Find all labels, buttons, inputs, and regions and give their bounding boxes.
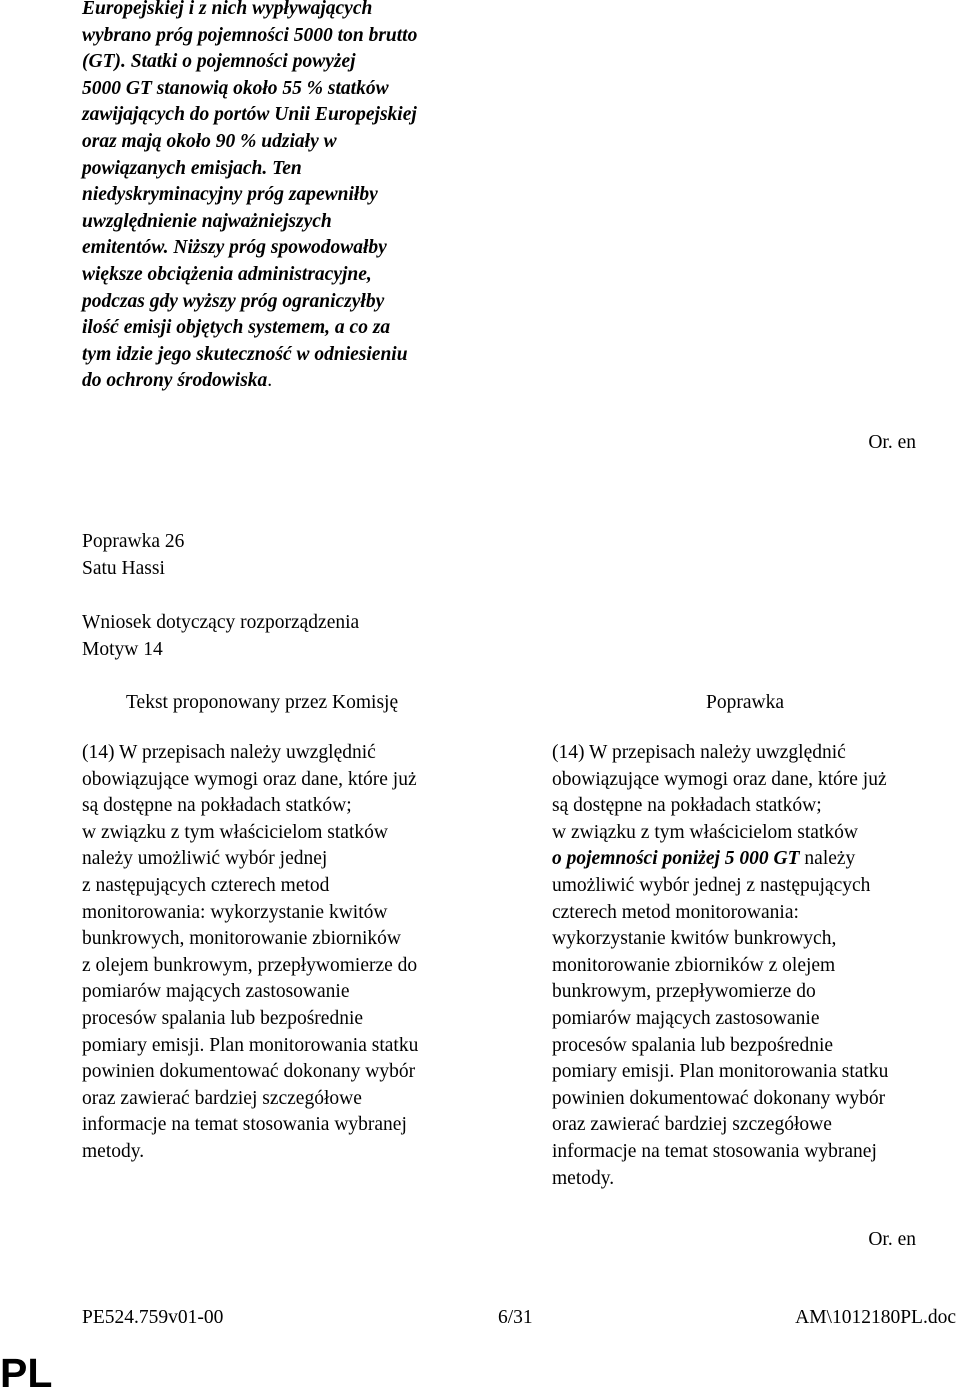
justification-line: powiązanych emisjach. Ten	[82, 157, 302, 179]
text-line: informacje na temat stosowania wybranej	[552, 1140, 877, 1162]
justification-line	[82, 235, 502, 262]
text-line: powinien dokumentować dokonany wybór	[552, 1087, 886, 1109]
text-line: informacje na temat stosowania wybranej	[82, 1114, 407, 1136]
original-language-label: Or. en	[868, 1229, 916, 1250]
justification-final-dot: .	[267, 370, 273, 392]
justification-line: uwzględnienie najważniejszych	[82, 210, 332, 232]
text-line: bunkrowych, monitorowanie zbiorników	[82, 928, 401, 950]
amended-text-bold: o pojemności poniżej 5 000 GT	[552, 848, 800, 870]
justification-line: 5000 GT stanowią około 55 % statków	[82, 77, 389, 99]
amendment-author: Satu Hassi	[82, 558, 165, 579]
commission-text	[82, 740, 418, 1166]
justification-bold: emitentów.	[82, 237, 169, 259]
text-line: (14) W przepisach należy uwzględnić	[552, 742, 846, 763]
text-line: są dostępne na pokładach statków;	[552, 795, 822, 817]
text-line: czterech metod monitorowania:	[552, 901, 799, 923]
justification-line: Europejskiej i z nich wypływających	[82, 0, 373, 19]
text-line: (14) W przepisach należy uwzględnić	[82, 742, 376, 763]
justification-line: większe obciążenia administracyjne,	[82, 263, 372, 285]
justification-line: tym idzie jego skuteczność w odniesieniu	[82, 343, 408, 365]
text-line: obowiązujące wymogi oraz dane, które już	[552, 768, 887, 790]
amendment-header: Poprawka	[706, 692, 784, 713]
text-line: obowiązujące wymogi oraz dane, które już	[82, 768, 417, 790]
text-line: pomiary emisji. Plan monitorowania statku	[552, 1061, 889, 1083]
text-line: w związku z tym właścicielom statków	[82, 821, 388, 843]
text-line: pomiarów mających zastosowanie	[552, 1007, 820, 1029]
text-line: z olejem bunkrowym, przepływomierze do	[82, 954, 418, 976]
page-number: 6/31	[498, 1307, 533, 1328]
justification-line: wybrano próg pojemności 5000 ton brutto	[82, 24, 418, 46]
text-line: metody.	[82, 1140, 145, 1162]
commission-text-header: Tekst proponowany przez Komisję	[126, 692, 399, 713]
text-line: powinien dokumentować dokonany wybór	[82, 1061, 416, 1083]
text-line: pomiarów mających zastosowanie	[82, 981, 350, 1003]
justification-line: podczas gdy wyższy próg ograniczyłby	[82, 290, 385, 312]
file-name: AM\1012180PL.doc	[795, 1307, 956, 1328]
justification-line	[82, 368, 502, 395]
justification-line: ilość emisji objętych systemem, a co za	[82, 317, 391, 339]
amendment-number: Poprawka 26	[82, 531, 185, 552]
original-language-label: Or. en	[868, 432, 916, 453]
text-line: są dostępne na pokładach statków;	[82, 795, 352, 817]
justification-final: do ochrony środowiska	[82, 370, 268, 392]
text-line: metody.	[552, 1167, 615, 1189]
justification-line: (GT). Statki o pojemności powyżej	[82, 51, 356, 73]
justification-rest: Niższy próg spowodowałby	[168, 237, 387, 259]
proposal-title: Wniosek dotyczący rozporządzenia	[82, 612, 360, 633]
justification-line: zawijających do portów Unii Europejskiej	[82, 104, 417, 126]
document-reference: PE524.759v01-00	[82, 1307, 224, 1328]
text-line: procesów spalania lub bezpośrednie	[552, 1034, 834, 1056]
justification-text	[82, 0, 502, 395]
recital-number: Motyw 14	[82, 639, 163, 660]
text-line: oraz zawierać bardziej szczegółowe	[552, 1114, 832, 1136]
amended-text-tail: należy	[799, 848, 856, 870]
text-line: procesów spalania lub bezpośrednie	[82, 1007, 364, 1029]
text-line: oraz zawierać bardziej szczegółowe	[82, 1087, 362, 1109]
justification-line: oraz mają około 90 % udziały w	[82, 130, 337, 152]
text-line: monitorowania: wykorzystanie kwitów	[82, 901, 388, 923]
amendment-text	[552, 740, 888, 1192]
justification-line: niedyskryminacyjny próg zapewniłby	[82, 184, 378, 206]
language-code: PL	[0, 1350, 53, 1396]
text-line: monitorowanie zbiorników z olejem	[552, 954, 836, 976]
text-line: pomiary emisji. Plan monitorowania statku	[82, 1034, 419, 1056]
text-line: z następujących czterech metod	[82, 874, 330, 896]
text-line: w związku z tym właścicielom statków	[552, 821, 858, 843]
text-line: należy umożliwić wybór jednej	[82, 848, 328, 870]
text-line: wykorzystanie kwitów bunkrowych,	[552, 928, 837, 950]
text-line	[552, 846, 888, 873]
text-line: umożliwić wybór jednej z następujących	[552, 874, 871, 896]
text-line: bunkrowym, przepływomierze do	[552, 981, 816, 1003]
